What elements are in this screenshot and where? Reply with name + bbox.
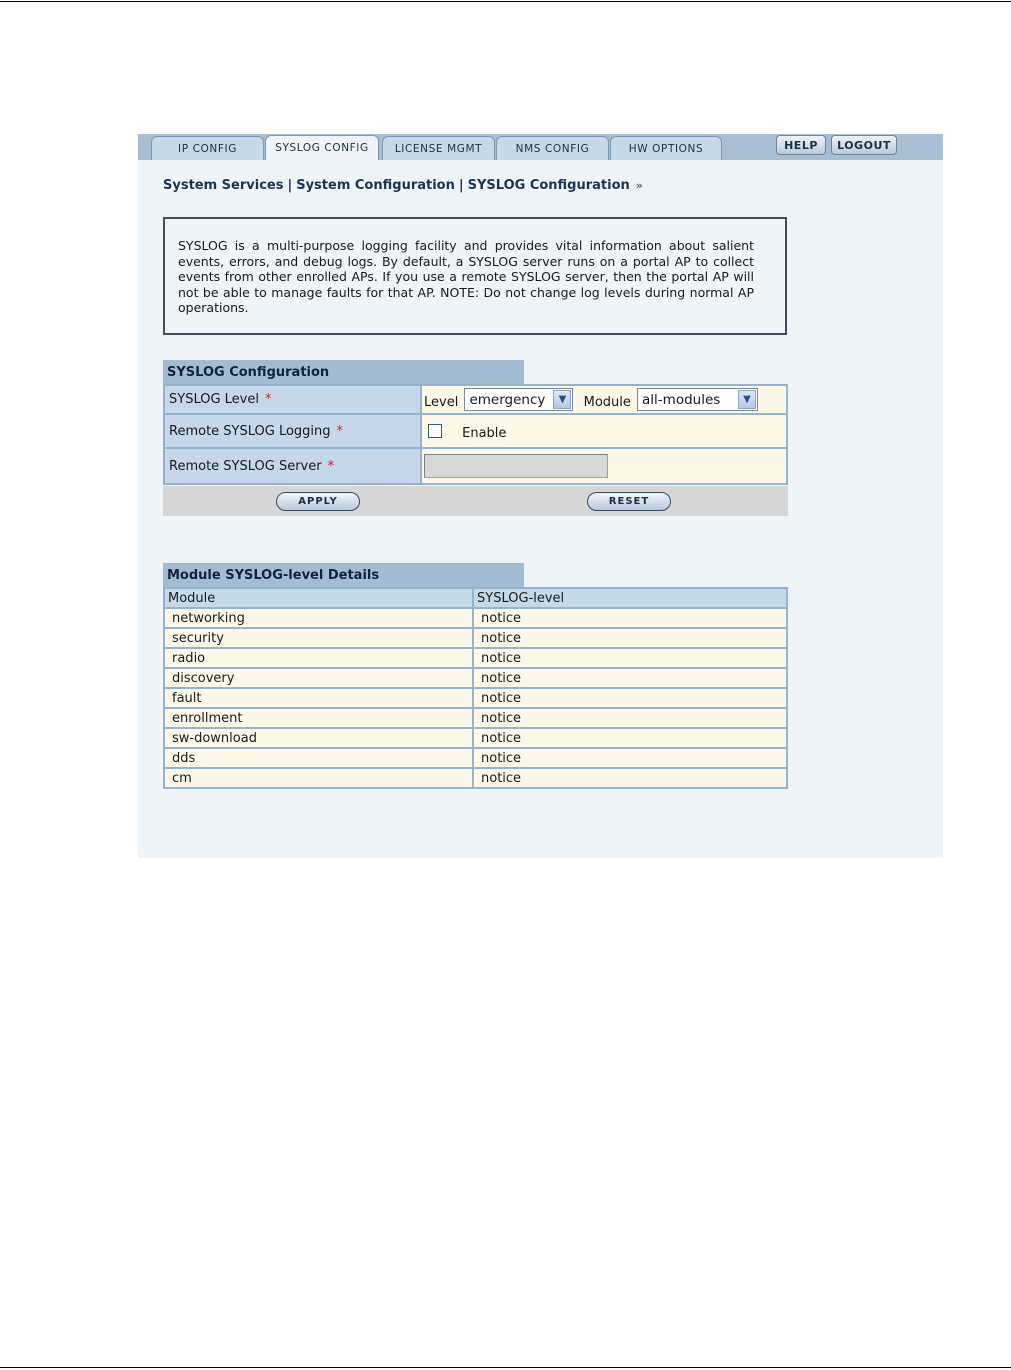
syslog-level-value-cell	[421, 385, 787, 414]
module-cell: security	[164, 628, 473, 648]
form-button-row	[163, 486, 788, 516]
module-details-table	[163, 587, 788, 789]
page-top-rule	[0, 1, 1011, 2]
module-cell: dds	[164, 748, 473, 768]
table-row	[164, 728, 787, 748]
double-chevron-right-icon: »	[635, 179, 643, 192]
remote-server-label	[164, 448, 421, 484]
tab-license-mgmt[interactable]: LICENSE MGMT	[382, 136, 495, 160]
remote-logging-row	[164, 414, 787, 448]
logout-button[interactable]: LOGOUT	[831, 135, 897, 155]
table-row	[164, 688, 787, 708]
level-cell: notice	[473, 608, 787, 628]
breadcrumb-system-services[interactable]: System Services	[163, 178, 284, 193]
table-row	[164, 608, 787, 628]
remote-logging-label	[164, 414, 421, 448]
syslog-level-label-text: SYSLOG Level	[169, 392, 259, 407]
remote-server-label-text: Remote SYSLOG Server	[169, 458, 322, 474]
remote-server-value-cell	[421, 448, 787, 484]
level-cell: notice	[473, 768, 787, 788]
breadcrumb-syslog-configuration: SYSLOG Configuration	[467, 178, 630, 193]
info-text: SYSLOG is a multi-purpose logging facility and provides vital information about salient events, errors, and debug logs. By default, a SYSLOG server runs on a portal AP to collect events from other enrolled APs. If you use a remote SYSLOG server, then the portal AP will not be able to manage faults for that AP. NOTE: Do not change log levels during normal AP operations.	[178, 238, 754, 316]
module-select[interactable]	[637, 388, 758, 411]
table-row	[164, 708, 787, 728]
module-cell: cm	[164, 768, 473, 788]
module-cell: discovery	[164, 668, 473, 688]
level-cell: notice	[473, 668, 787, 688]
page-bottom-rule	[0, 1367, 1011, 1368]
tab-ip-config[interactable]: IP CONFIG	[151, 136, 264, 160]
breadcrumb	[163, 178, 643, 193]
reset-button[interactable]: RESET	[587, 492, 671, 511]
level-cell: notice	[473, 628, 787, 648]
info-box	[163, 217, 787, 335]
level-select-value: emergency	[469, 391, 546, 408]
syslog-config-title: SYSLOG Configuration	[163, 360, 524, 385]
level-cell: notice	[473, 688, 787, 708]
table-row	[164, 628, 787, 648]
syslog-level-row	[164, 385, 787, 414]
remote-server-input[interactable]	[424, 454, 608, 478]
level-label: Level	[424, 395, 459, 410]
breadcrumb-system-configuration[interactable]: System Configuration	[296, 178, 455, 193]
enable-label: Enable	[462, 425, 507, 441]
module-details-title: Module SYSLOG-level Details	[163, 563, 524, 588]
remote-logging-label-text: Remote SYSLOG Logging	[169, 423, 331, 439]
module-select-value: all-modules	[642, 391, 721, 408]
level-cell: notice	[473, 728, 787, 748]
table-row	[164, 768, 787, 788]
column-header-syslog-level: SYSLOG-level	[473, 588, 787, 608]
syslog-config-form	[163, 384, 788, 485]
level-cell: notice	[473, 748, 787, 768]
help-button[interactable]: HELP	[776, 135, 826, 155]
table-row	[164, 748, 787, 768]
level-cell: notice	[473, 648, 787, 668]
breadcrumb-separator: |	[287, 178, 293, 193]
syslog-config-panel	[138, 134, 943, 858]
remote-logging-value-cell	[421, 414, 787, 448]
remote-server-row	[164, 448, 787, 484]
level-select[interactable]	[464, 388, 573, 411]
column-header-module: Module	[164, 588, 473, 608]
apply-button[interactable]: APPLY	[276, 492, 360, 511]
syslog-level-label	[164, 385, 421, 414]
module-cell: enrollment	[164, 708, 473, 728]
tab-nms-config[interactable]: NMS CONFIG	[496, 136, 609, 160]
table-header-row	[164, 588, 787, 608]
module-label: Module	[583, 395, 631, 410]
table-row	[164, 668, 787, 688]
tab-bar	[138, 134, 943, 160]
required-asterisk: *	[264, 392, 272, 407]
chevron-down-icon[interactable]: ▼	[553, 390, 571, 409]
module-cell: networking	[164, 608, 473, 628]
module-cell: radio	[164, 648, 473, 668]
enable-remote-logging-checkbox[interactable]	[428, 424, 442, 438]
required-asterisk: *	[327, 458, 335, 474]
module-cell: fault	[164, 688, 473, 708]
tab-hw-options[interactable]: HW OPTIONS	[610, 136, 722, 160]
level-cell: notice	[473, 708, 787, 728]
breadcrumb-separator: |	[458, 178, 464, 193]
chevron-down-icon[interactable]: ▼	[738, 390, 756, 409]
table-row	[164, 648, 787, 668]
module-cell: sw-download	[164, 728, 473, 748]
required-asterisk: *	[336, 423, 344, 439]
tab-syslog-config[interactable]: SYSLOG CONFIG	[265, 135, 379, 160]
